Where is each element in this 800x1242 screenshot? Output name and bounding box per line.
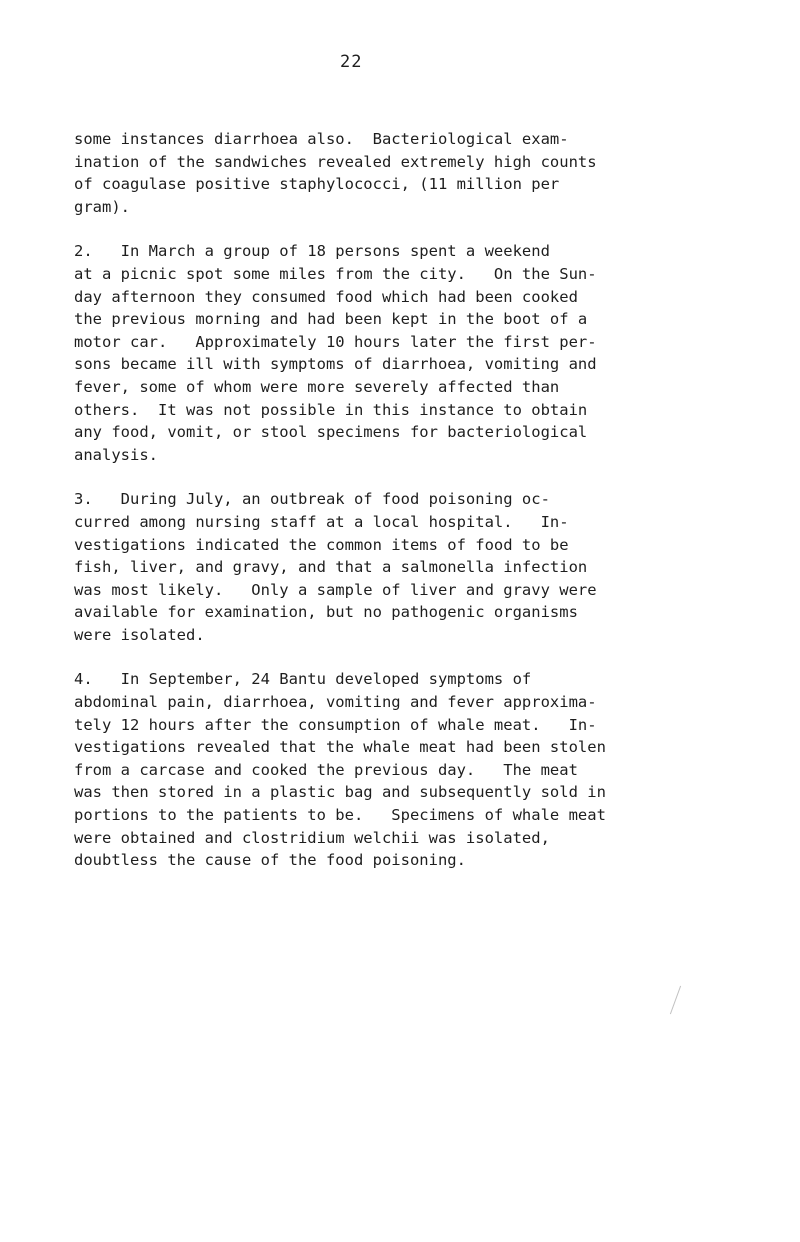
text-line: 2. In March a group of 18 persons spent a weekend xyxy=(74,242,550,261)
text-line: 3. During July, an outbreak of food poisoning oc- xyxy=(74,490,550,509)
text-line: sons became ill with symptoms of diarrhoea, vomiting and xyxy=(74,355,597,374)
text-line: were isolated. xyxy=(74,625,205,644)
text-line: analysis. xyxy=(74,445,158,464)
text-line: curred among nursing staff at a local hospital. In- xyxy=(74,512,569,531)
text-line: of coagulase positive staphylococci, (11 million per xyxy=(74,175,560,194)
text-line: vestigations indicated the common items of food to be xyxy=(74,535,569,554)
page-number: 22 xyxy=(340,52,363,72)
text-line: any food, vomit, or stool specimens for bacteriological xyxy=(74,423,588,442)
paragraph-case-2 xyxy=(74,240,714,466)
text-line: day afternoon they consumed food which had been cooked xyxy=(74,287,578,306)
text-line: available for examination, but no pathogenic organisms xyxy=(74,603,578,622)
text-line: others. It was not possible in this instance to obtain xyxy=(74,400,588,419)
text-line: some instances diarrhoea also. Bacteriological exam- xyxy=(74,130,569,148)
text-line: doubtless the cause of the food poisoning. xyxy=(74,851,466,870)
paragraph-continuation xyxy=(74,128,714,218)
text-line: were obtained and clostridium welchii was isolated, xyxy=(74,828,550,847)
text-line: was most likely. Only a sample of liver and gravy were xyxy=(74,580,597,599)
text-line: tely 12 hours after the consumption of whale meat. In- xyxy=(74,715,597,734)
text-line: was then stored in a plastic bag and subsequently sold in xyxy=(74,783,606,802)
scan-mark xyxy=(670,986,681,1015)
text-line: motor car. Approximately 10 hours later the first per- xyxy=(74,332,597,351)
text-line: 4. In September, 24 Bantu developed symptoms of xyxy=(74,670,532,689)
text-line: from a carcase and cooked the previous day. The meat xyxy=(74,760,578,779)
text-line: gram). xyxy=(74,197,130,216)
text-line: abdominal pain, diarrhoea, vomiting and fever approxima- xyxy=(74,693,597,712)
text-line: vestigations revealed that the whale meat had been stolen xyxy=(74,738,606,757)
text-line: fish, liver, and gravy, and that a salmonella infection xyxy=(74,558,588,577)
text-line: ination of the sandwiches revealed extremely high counts xyxy=(74,152,597,171)
document-body xyxy=(74,128,714,872)
paragraph-case-3 xyxy=(74,488,714,646)
text-line: fever, some of whom were more severely affected than xyxy=(74,377,560,396)
text-line: portions to the patients to be. Specimens of whale meat xyxy=(74,806,606,825)
paragraph-case-4 xyxy=(74,668,714,871)
text-line: at a picnic spot some miles from the city. On the Sun- xyxy=(74,264,597,283)
text-line: the previous morning and had been kept in the boot of a xyxy=(74,310,588,329)
